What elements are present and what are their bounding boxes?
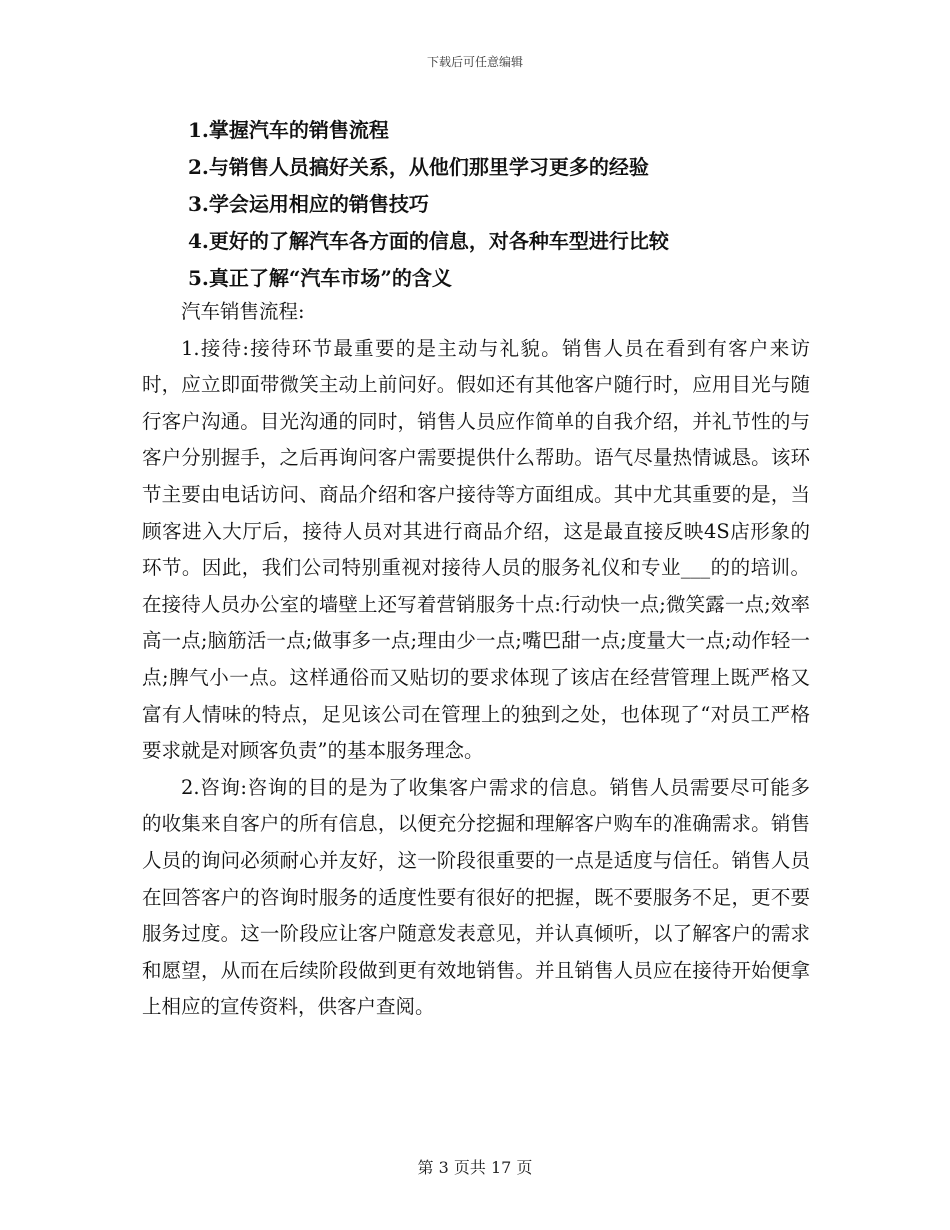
goal-item: 1.掌握汽车的销售流程: [188, 118, 389, 142]
sales-process-section: [142, 294, 810, 1026]
goal-list: [188, 112, 828, 297]
goal-item: 2.与销售人员搞好关系，从他们那里学习更多的经验: [188, 155, 649, 179]
goal-item: 3.学会运用相应的销售技巧: [188, 192, 429, 216]
goal-item: 4.更好的了解汽车各方面的信息，对各种车型进行比较: [188, 229, 669, 253]
page-header: 下载后可任意编辑: [426, 55, 523, 69]
paragraph-reception: 1.接待:接待环节最重要的是主动与礼貌。销售人员在看到有客户来访时，应立即面带微笑主动上前问好。假如还有其他客户随行时，应用目光与随行客户沟通。目光沟通的同时，销售人员应作简单的自我介绍，并礼节性的与客户分别握手，之后再询问客户需要提供什么帮助。语气尽量热情诚恳。该环节主要由电话访问、商品介绍和客户接待等方面组成。其中尤其重要的是，当顾客进入大厅后，接待人员对其进行商品介绍，这是最直接反映4S店形象的环节。因此，我们公司特别重视对接待人员的服务礼仪和专业___的的培训。在接待人员办公室的墙壁上还写着营销服务十点:行动快一点;微笑露一点;效率高一点;脑筋活一点;做事多一点;理由少一点;嘴巴甜一点;度量大一点;动作轻一点;脾气小一点。这样通俗而又贴切的要求体现了该店在经营管理上既严格又富有人情味的特点，足见该公司在管理上的独到之处，也体现了“对员工严格要求就是对顾客负责”的基本服务理念。: [142, 336, 810, 763]
section-heading: 汽车销售流程:: [181, 300, 305, 323]
page-number: 第 3 页共 17 页: [417, 1158, 533, 1177]
goal-item: 5.真正了解“汽车市场”的含义: [188, 266, 452, 290]
paragraph-consultation: 2.咨询:咨询的目的是为了收集客户需求的信息。销售人员需要尽可能多的收集来自客户的所有信息，以便充分挖掘和理解客户购车的准确需求。销售人员的询问必须耐心并友好，这一阶段很重要的一点是适度与信任。销售人员在回答客户的咨询时服务的适度性要有很好的把握，既不要服务不足，更不要服务过度。这一阶段应让客户随意发表意见，并认真倾听，以了解客户的需求和愿望，从而在后续阶段做到更有效地销售。并且销售人员应在接待开始便拿上相应的宣传资料，供客户查阅。: [142, 775, 810, 1019]
